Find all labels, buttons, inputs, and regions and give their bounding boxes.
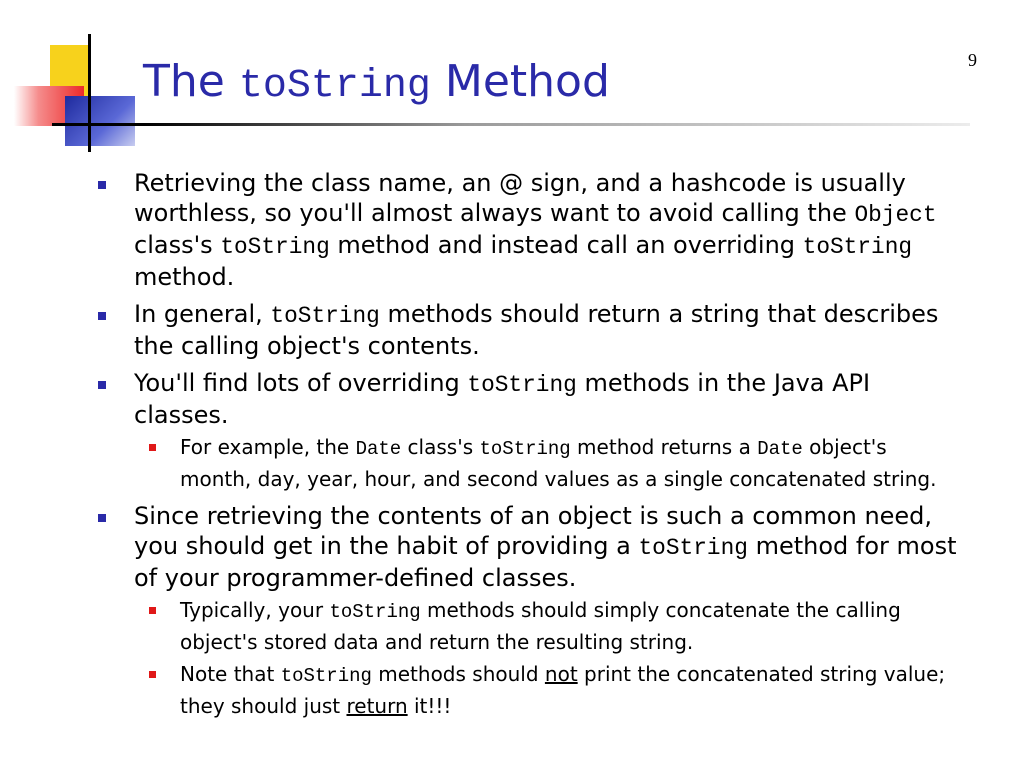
slide-body bbox=[98, 168, 958, 721]
text-segment: methods should bbox=[371, 662, 545, 686]
title-underline-rule bbox=[52, 123, 970, 126]
square-bullet-icon bbox=[149, 607, 156, 614]
text-segment: methods should simply concatenate the calling object's stored data and return the resulting string. bbox=[180, 598, 901, 654]
text-segment: methods should return a string that describes the calling object's contents. bbox=[134, 300, 939, 360]
bullet-item bbox=[98, 368, 958, 430]
square-bullet-icon bbox=[98, 381, 106, 389]
text-segment: class's bbox=[401, 435, 480, 459]
code-segment: Object bbox=[854, 202, 937, 228]
code-segment: toString bbox=[329, 601, 421, 623]
sub-bullet-text bbox=[180, 598, 901, 654]
code-segment: toString bbox=[638, 535, 748, 561]
text-segment: method returns a bbox=[570, 435, 758, 459]
title-code: toString bbox=[238, 64, 431, 109]
text-segment: For example, the bbox=[180, 435, 356, 459]
text-segment: methods in the Java API classes. bbox=[134, 369, 871, 429]
sub-bullet-item bbox=[98, 432, 958, 494]
text-segment: Retrieving the class name, an @ sign, and a hashcode is usually worthless, so you'll almost always want to avoid calling the bbox=[134, 169, 906, 227]
title-prefix: The bbox=[143, 56, 225, 107]
title-suffix: Method bbox=[444, 56, 610, 107]
bullet-text bbox=[134, 502, 957, 592]
code-segment: toString bbox=[479, 438, 571, 460]
underlined-segment: return bbox=[346, 694, 408, 718]
text-segment: method and instead call an overriding bbox=[329, 231, 803, 259]
code-segment: toString bbox=[467, 372, 577, 398]
slide-logo-graphic bbox=[0, 0, 140, 160]
code-segment: Date bbox=[355, 438, 402, 460]
bullet-item bbox=[98, 299, 958, 361]
underlined-segment: not bbox=[544, 662, 578, 686]
bullet-text bbox=[134, 369, 870, 429]
text-segment: object's month, day, year, hour, and second values as a single concatenated string. bbox=[180, 435, 937, 491]
text-segment: method. bbox=[134, 263, 235, 291]
bullet-item bbox=[98, 501, 958, 593]
text-segment: print the concatenated string value; they should just bbox=[180, 662, 946, 718]
code-segment: toString bbox=[802, 234, 913, 260]
code-segment: toString bbox=[280, 665, 372, 687]
code-segment: Date bbox=[757, 438, 803, 460]
text-segment: it!!! bbox=[407, 694, 452, 718]
page-number: 9 bbox=[968, 50, 977, 70]
bullet-item bbox=[98, 168, 958, 292]
sub-bullet-text bbox=[180, 435, 936, 491]
square-bullet-icon bbox=[149, 444, 156, 451]
code-segment: toString bbox=[270, 303, 380, 329]
slide-title bbox=[143, 54, 610, 115]
text-segment: In general, bbox=[134, 300, 271, 328]
square-bullet-icon bbox=[98, 312, 106, 320]
sub-bullet-text bbox=[180, 662, 945, 718]
logo-vertical-line bbox=[88, 34, 91, 152]
logo-blue-gradient-square bbox=[65, 96, 135, 146]
sub-bullet-item bbox=[98, 659, 958, 721]
text-segment: class's bbox=[134, 231, 221, 259]
text-segment: Typically, your bbox=[180, 598, 330, 622]
square-bullet-icon bbox=[98, 181, 106, 189]
bullet-text bbox=[134, 300, 938, 360]
text-segment: You'll find lots of overriding bbox=[134, 369, 468, 397]
square-bullet-icon bbox=[149, 671, 156, 678]
square-bullet-icon bbox=[98, 514, 106, 522]
sub-bullet-item bbox=[98, 595, 958, 657]
text-segment: Note that bbox=[180, 662, 281, 686]
text-segment: Since retrieving the contents of an object is such a common need, you should get in the habit of providing a bbox=[134, 502, 933, 560]
bullet-text bbox=[134, 169, 937, 291]
text-segment: method for most of your programmer-defined classes. bbox=[134, 532, 957, 592]
code-segment: toString bbox=[220, 234, 330, 260]
